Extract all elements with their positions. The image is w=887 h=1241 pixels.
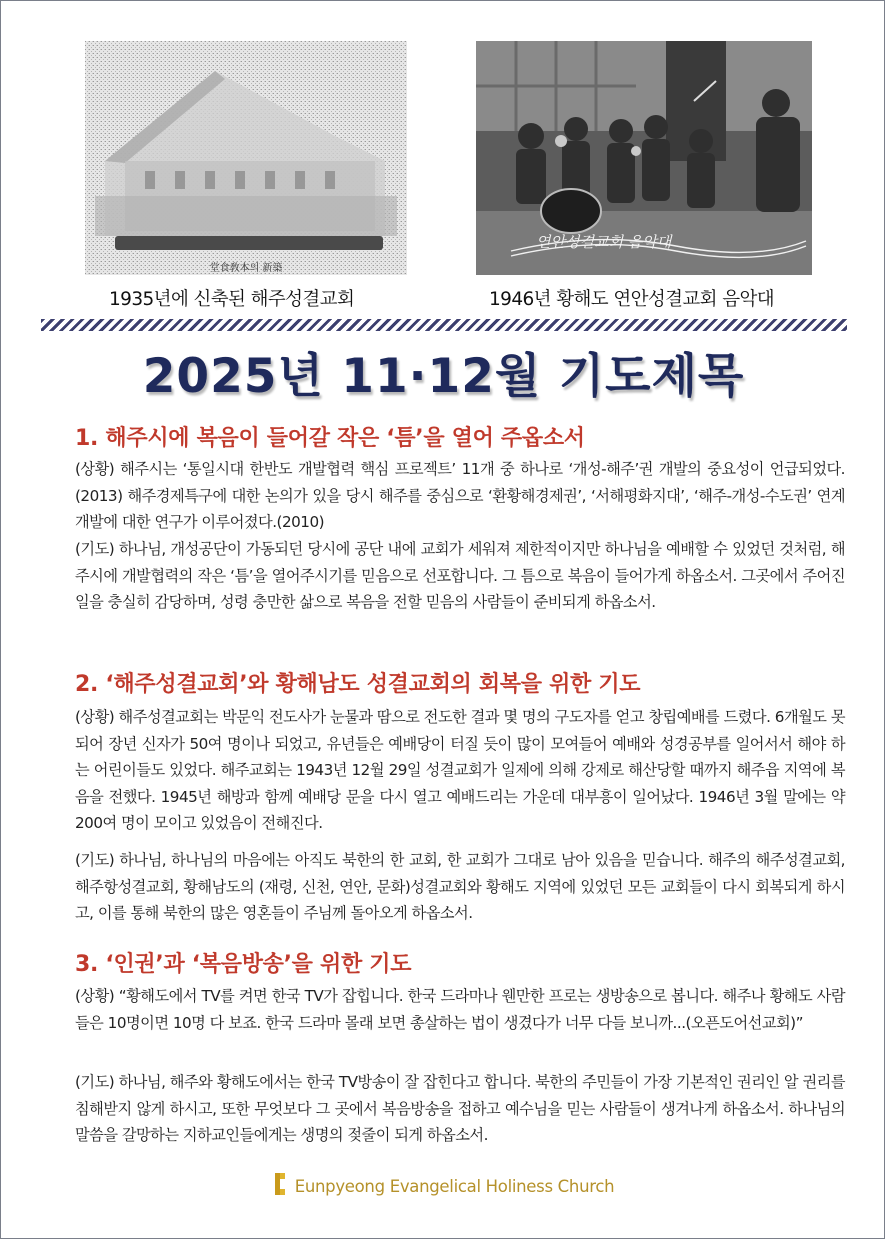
striped-divider: [41, 319, 847, 331]
section-2-heading: 2. ‘해주성결교회’와 황해남도 성결교회의 회복을 위한 기도: [75, 672, 641, 697]
photo-caption-1: 1935년에 신축된 해주성결교회: [109, 289, 355, 310]
section-2-prayer: (기도) 하나님, 하나님의 마음에는 아직도 북한의 한 교회, 한 교회가 그대로 남아 있음을 믿습니다. 해주의 해주성결교회, 해주항성결교회, 황해남도의 (재령, 신천, 연안, 문화)성결교회와 황해도 지역에 있었던 모든 교회들이 다시 회복되게 하시고, 이를 통해 북한의 많은 영혼들이 주님께 돌아오게 하옵소서.: [75, 851, 845, 923]
church-name: Eunpyeong Evangelical Holiness Church: [294, 1176, 615, 1196]
section-3-prayer: (기도) 하나님, 해주와 황해도에서는 한국 TV방송이 잘 잡힌다고 합니다. 북한의 주민들이 가장 기본적인 권리인 알 권리를 침해받지 않게 하시고, 또한 무엇보다 그 곳에서 복음방송을 접하고 예수님을 믿는 사람들이 생겨나게 하옵소서. 하나님의 말씀을 갈망하는 지하교인들에게는 생명의 젖줄이 되게 하옵소서.: [75, 1073, 845, 1145]
section-1-prayer: (기도) 하나님, 개성공단이 가동되던 당시에 공단 내에 교회가 세워져 제한적이지만 하나님을 예배할 수 있었던 것처럼, 해주시에 개발협력의 작은 ‘틈’을 열어주시기를 믿음으로 선포합니다. 그 틈으로 복음이 들어가게 하옵소서. 그곳에서 주어진 일을 충실히 감당하며, 성령 충만한 삶으로 복음을 전할 믿음의 사람들이 준비되게 하옵소서.: [75, 540, 845, 612]
band-1946-photo: [476, 41, 812, 275]
church-1935-photo: [85, 41, 407, 275]
page-title: 2025년 11·12월 기도제목: [142, 349, 745, 404]
church-logo-icon: [273, 1171, 287, 1201]
photo-caption-2: 1946년 황해도 연안성결교회 음악대: [489, 289, 775, 310]
church-footer: [1, 1171, 886, 1201]
photo-row: [1, 41, 886, 316]
section-1-situation: (상황) 해주시는 ‘통일시대 한반도 개발협력 핵심 프로젝트’ 11개 중 하나로 ‘개성-해주’권 개발의 중요성이 언급되었다.(2013) 해주경제특구에 대한 논의가 있을 당시 해주를 중심으로 ‘환황해경제권’, ‘서해평화지대’, ‘해주-개성-수도권’ 연계 개발에 대한 연구가 이루어졌다.(2010): [75, 460, 845, 532]
newspaper-caption: 堂食敎本의 新築: [209, 263, 283, 274]
section-3-heading: 3. ‘인권’과 ‘복음방송’을 위한 기도: [75, 952, 412, 977]
section-3-situation: (상황) “황해도에서 TV를 켜면 한국 TV가 잡힙니다. 한국 드라마나 웬만한 프로는 생방송으로 봅니다. 해주나 황해도 사람들은 10명이면 10명 다 보죠. 한국 드라마 몰래 보면 총살하는 법이 생겼다가 너무 다들 보니까...(오픈도어선교회)”: [75, 987, 845, 1032]
section-2-situation: (상황) 해주성결교회는 박문익 전도사가 눈물과 땀으로 전도한 결과 몇 명의 구도자를 얻고 창립예배를 드렸다. 6개월도 못 되어 장년 신자가 50여 명이나 되었고, 유년들은 예배당이 터질 듯이 많이 모여들어 예배와 성경공부를 일어서서 해야 하는 어린이들도 있었다. 해주교회는 1943년 12월 29일 성결교회가 일제에 의해 강제로 해산당할 때까지 해주읍 지역에 복음을 전했다. 1945년 해방과 함께 예배당 문을 다시 열고 예배드리는 가운데 대부흥이 일어났다. 1946년 3월 말에는 약 200여 명이 모이고 있었음이 전해진다.: [75, 708, 845, 833]
section-1-heading: 1. 해주시에 복음이 들어갈 작은 ‘틈’을 열어 주옵소서: [75, 426, 585, 451]
handwritten-annotation: 연안성결교회 음악대: [536, 233, 672, 251]
